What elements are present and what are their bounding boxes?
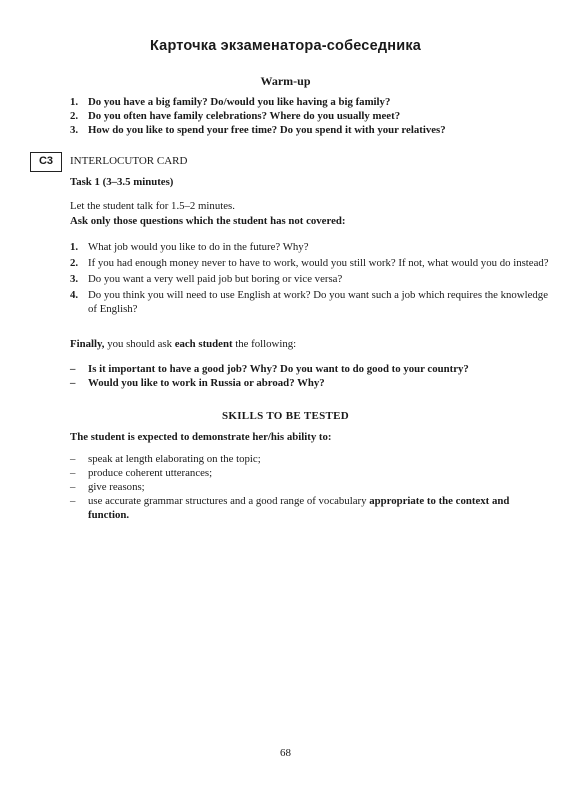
warmup-heading: Warm-up [260, 74, 311, 88]
intro-line: Let the student talk for 1.5–2 minutes. [70, 200, 235, 212]
item-text: Do you often have family celebrations? Where do you usually meet? [88, 110, 401, 122]
instruction-line: Ask only those questions which the student has not covered: [70, 215, 346, 227]
item-text: How do you like to spend your free time? Do you spend it with your relatives? [88, 124, 446, 136]
skills-heading: SKILLS TO BE TESTED [221, 410, 350, 422]
expected-line: The student is expected to demonstrate her/his ability to: [70, 431, 332, 443]
final-question-list [70, 362, 550, 390]
item-text: Do you have a big family? Do/would you like having a big family? [88, 96, 391, 108]
item-number: 2. [70, 110, 79, 122]
question-list [70, 240, 550, 318]
item-text-bold: appropriate to the context and function. [88, 495, 510, 521]
item-text: Do you want a very well paid job but boring or vice versa? [88, 273, 343, 285]
item-number: 3. [70, 124, 79, 136]
skills-list [70, 452, 550, 522]
item-number: 4. [70, 289, 79, 301]
page-title: Карточка экзаменатора-собеседника [149, 38, 422, 54]
item-number: 2. [70, 257, 79, 269]
item-text: use accurate grammar structures and a good range of vocabulary [88, 495, 370, 507]
item-number: 3. [70, 273, 79, 285]
list-item [70, 240, 550, 254]
list-item [70, 123, 550, 137]
item-text: Do you think you will need to use English at work? Do you want such a job which requires the knowledge of English? [88, 289, 548, 315]
list-item: – Would you like to work in Russia or abroad? Why? [70, 376, 550, 390]
list-item: – produce coherent utterances; [70, 466, 550, 480]
item-text: If you had enough money never to have to work, would you still work? If not, what would you do instead? [88, 257, 549, 269]
task-title: Task 1 (3–3.5 minutes) [70, 176, 174, 188]
card-title: INTERLOCUTOR CARD [70, 155, 188, 167]
list-item [70, 288, 550, 316]
item-number: 1. [70, 96, 79, 108]
finally-bold: Finally, [70, 338, 105, 350]
card-code-badge: C3 [30, 152, 62, 172]
list-item [70, 109, 550, 123]
list-item: – give reasons; [70, 480, 550, 494]
page-number: 68 [280, 747, 291, 759]
finally-text: you should ask [104, 338, 175, 350]
list-item: – speak at length elaborating on the topic; [70, 452, 550, 466]
item-number: 1. [70, 241, 79, 253]
list-item: – Is it important to have a good job? Why? Do you want to do good to your country? [70, 362, 550, 376]
item-text: What job would you like to do in the future? Why? [88, 241, 309, 253]
finally-line [70, 338, 296, 350]
list-item [70, 95, 550, 109]
list-item [70, 272, 550, 286]
warmup-list [70, 95, 550, 137]
list-item [70, 494, 550, 522]
finally-bold-2: each student [174, 338, 233, 350]
finally-end: the following: [232, 338, 297, 350]
list-item [70, 256, 550, 270]
